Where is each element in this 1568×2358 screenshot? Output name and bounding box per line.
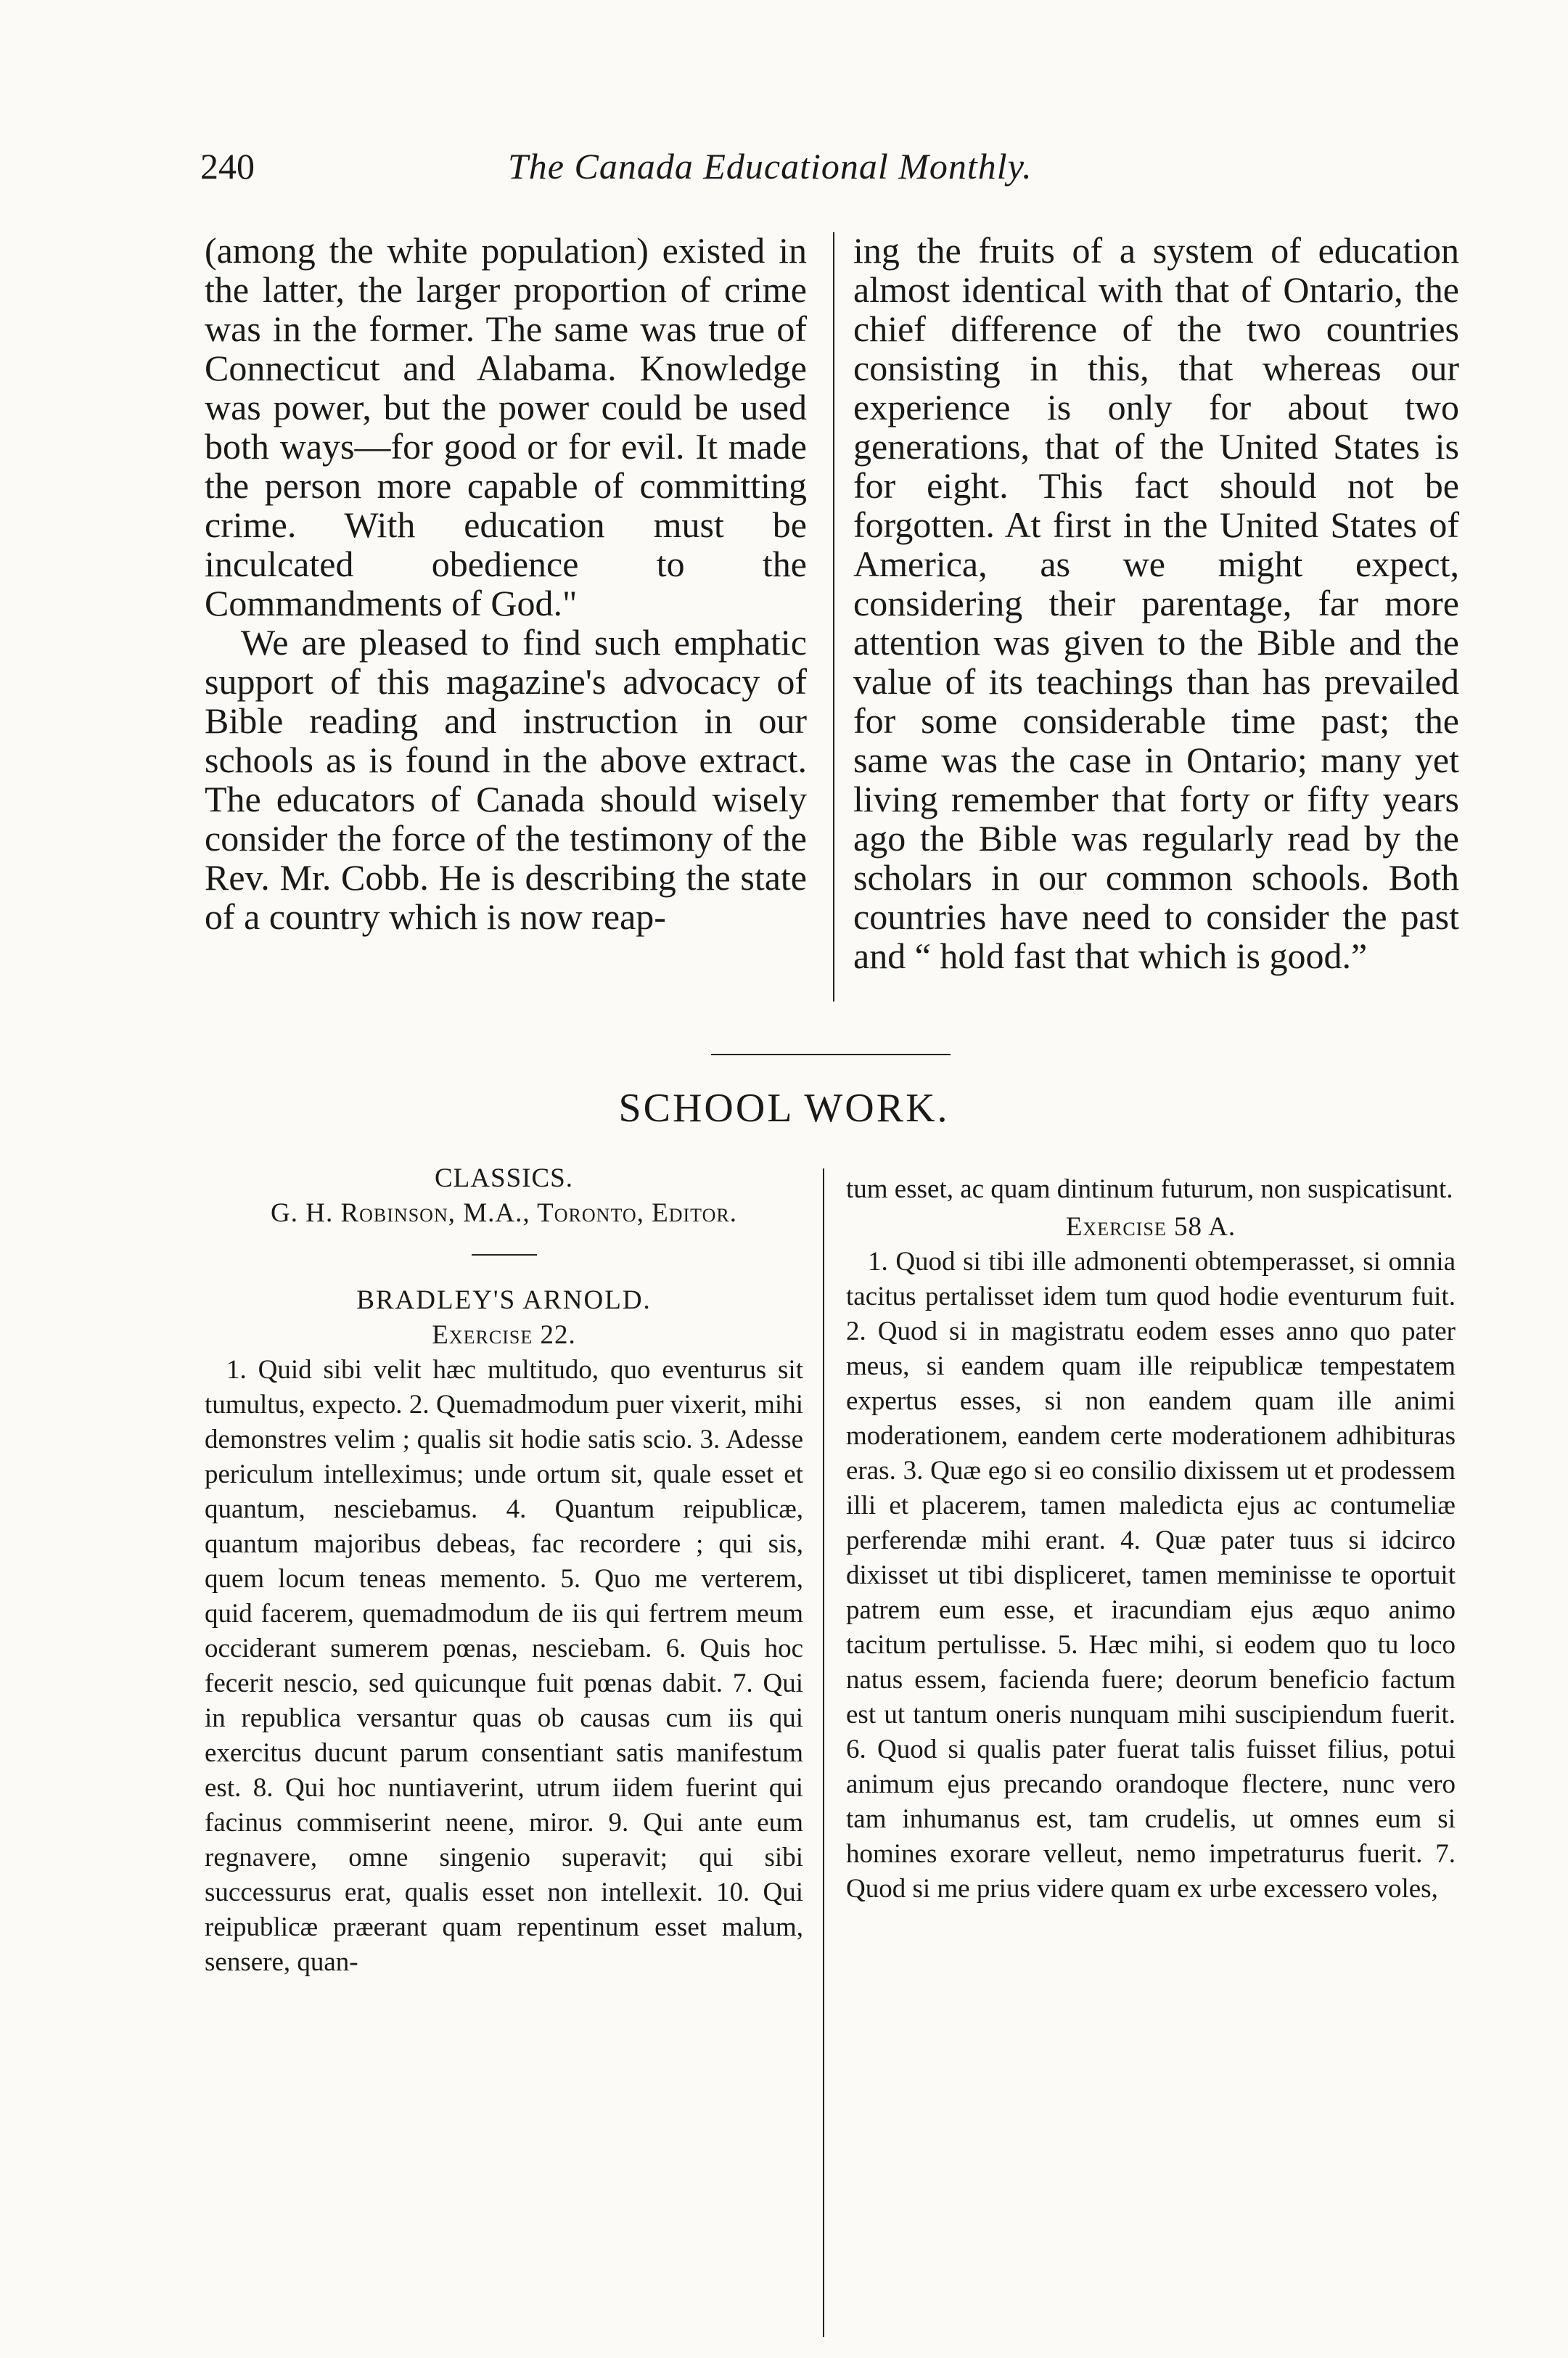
running-title: The Canada Educational Monthly. [508, 146, 1033, 187]
editor-rule [472, 1254, 537, 1256]
editor-credit: G. H. Robinson, M.A., Toronto, Editor. [271, 1198, 737, 1228]
upper-left-column [205, 231, 807, 936]
exercise-title: Exercise 58 A. [1065, 1212, 1236, 1242]
paragraph: We are pleased to find such emphatic support of this magazine's advocacy of Bible reading and instruction in our schools as is found in the above extract. The educators of Canada should wisely consider the force of the testimony of the Rev. Mr. Cobb. He is describing the state of a country which is now reap- [205, 622, 807, 937]
page-number: 240 [200, 146, 255, 187]
lower-left-column [205, 1161, 803, 1980]
upper-right-column [853, 231, 1459, 975]
classics-heading: CLASSICS. [435, 1163, 573, 1193]
column-divider [823, 1168, 824, 2337]
paragraph: tum esset, ac quam dintinum futurum, non suspicatisunt. [846, 1174, 1453, 1204]
exercise-title: Exercise 22. [432, 1320, 576, 1350]
exercise-text: 1. Quid sibi velit hæc multitudo, quo eventurus sit tumultus, expecto. 2. Quemadmodum puer vixerit, mihi demonstres velim ; qualis sit hodie satis scio. 3. Adesse periculum intelleximus; unde ortum sit, quale esset et quantum, nesciebamus. 4. Quantum reipublicæ, quantum majoribus debeas, fac recordere ; qui sis, quem locum teneas memento. 5. Quo me verterem, quid facerem, quemadmodum de iis qui fertrem meum occiderant sumerem pœnas, nesciebam. 6. Quis hoc fecerit nescio, sed quicunque fuit pœnas dabit. 7. Qui in republica versantur quas ob causas cum iis qui exercitus ducunt parum consentiant satis manifestum est. 8. Qui hoc nuntiaverint, utrum iidem fuerint qui facinus commiserint neene, miror. 9. Qui ante eum regnavere, omne singenio superavit; qui sibi successurus erat, qualis esset non intellexit. 10. Qui reipublicæ præerant quam repentinum esset malum, sensere, quan- [205, 1355, 803, 1977]
column-divider [833, 232, 834, 1002]
section-rule [711, 1054, 951, 1055]
book-title: BRADLEY'S ARNOLD. [356, 1285, 652, 1315]
section-heading: SCHOOL WORK. [618, 1086, 950, 1131]
paragraph: ing the fruits of a system of education almost identical with that of Ontario, the chief difference of the two countries consisting in this, that whereas our experience is only for about two generations, that of the United States is for eight. This fact should not be forgotten. At first in the United States of America, as we might expect, considering their parentage, far more attention was given to the Bible and the value of its teachings than has prevailed for some considerable time past; the same was the case in Ontario; many yet living remember that forty or fifty years ago the Bible was regularly read by the scholars in our common schools. Both countries have need to consider the past and “ hold fast that which is good.” [853, 230, 1459, 976]
lower-right-column [846, 1172, 1456, 1907]
exercise-text: 1. Quod si tibi ille admonenti obtemperasset, si omnia tacitus pertalisset idem tum quod hodie eventurum fuit. 2. Quod si in magistratu eodem esses anno quo pater meus, si eandem quam ille reipublicæ tempestatem expertus esses, si non eandem quam ille animi moderationem, eandem certe moderationem adhibituras eras. 3. Quæ ego si eo consilio dixissem ut et prodessem illi et placerem, tamen maledicta ejus ac contumeliæ perferendæ mihi erant. 4. Quæ pater tuus si idcirco dixisset ut tibi displiceret, tamen meminisse te oportuit patrem eum esse, et iracundiam ejus æquo animo tacitum pertulisse. 5. Hæc mihi, si eodem quo tu loco natus essem, facienda fuere; deorum beneficio factum est ut tantum oneris nunquam mihi suscipiendum fuerit. 6. Quod si qualis pater fuerat talis fuisset filius, potui animum ejus precando orandoque flectere, nunc vero tam inhumanus est, tam crudelis, ut omnes eum si homines exorare velleut, nemo impetraturus fuerit. 7. Quod si me prius videre quam ex urbe excessero voles, [846, 1247, 1456, 1904]
paragraph: (among the white population) existed in the latter, the larger proportion of crime was in the former. The same was true of Connecticut and Alabama. Knowledge was power, but the power could be used both ways—for good or for evil. It made the person more capable of committing crime. With education must be inculcated obedience to the Commandments of God." [205, 230, 807, 623]
